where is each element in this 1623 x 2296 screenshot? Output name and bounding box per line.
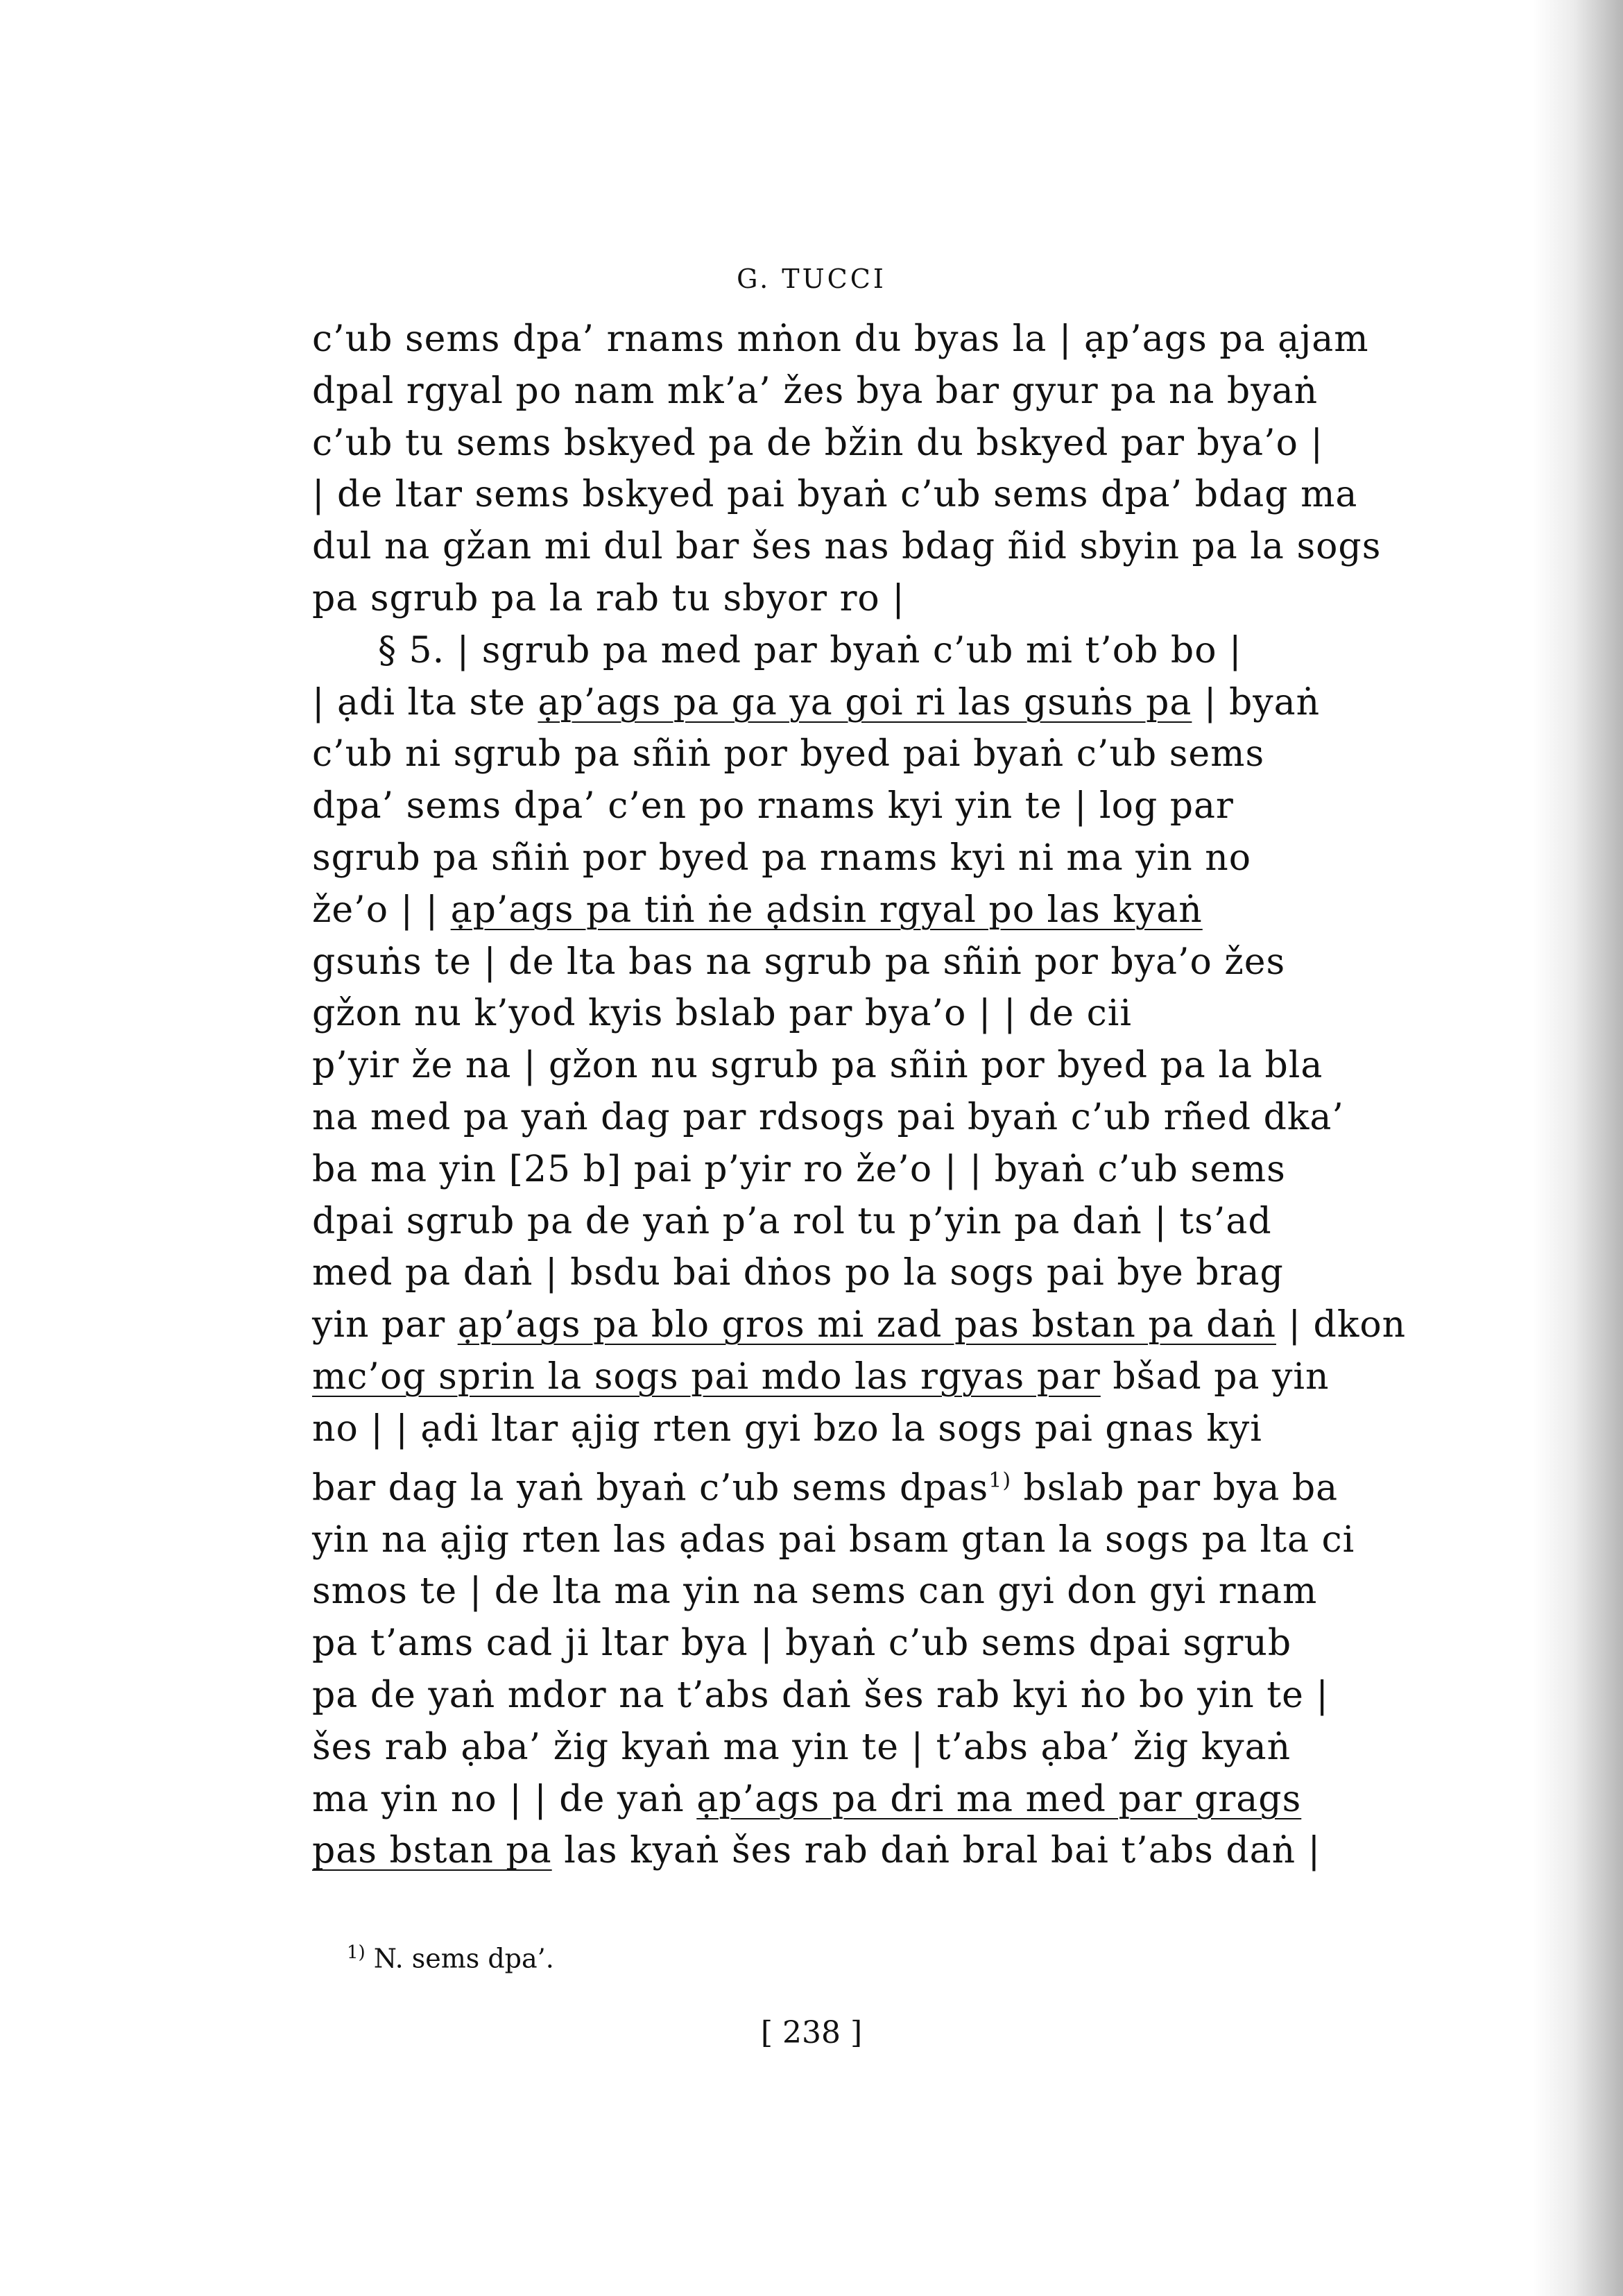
underlined-source-title: ạp’ags pa tiṅ ṅe ạdsin rgyal po las kyaṅ: [450, 889, 1203, 931]
underlined-source-title: ạp’ags pa dri ma med par grags: [696, 1778, 1302, 1820]
underlined-source-title: mc’og sprin la sogs pai mdo las rgyas par: [312, 1355, 1101, 1398]
text-line: yin na ạjig rten las ạdas pai bsam gtan la sogs pa lta ci: [312, 1518, 1355, 1561]
text-line: smos te | de lta ma yin na sems can gyi don gyi rnam: [312, 1570, 1318, 1613]
text-line: ba ma yin [25 b] pai p’yir ro že’o | | byaṅ c’ub sems: [312, 1148, 1286, 1190]
text-line: [312, 1825, 1467, 1877]
footnote-text: N. sems dpa’.: [373, 1943, 554, 1974]
text-segment: | byaṅ: [1192, 681, 1321, 723]
text-segment: bar dag la yaṅ byaṅ c’ub sems dpas: [312, 1466, 989, 1509]
text-segment: | dkon: [1276, 1304, 1407, 1346]
text-line: no | | ạdi ltar ạjig rten gyi bzo la sogs pai gnas kyi: [312, 1407, 1262, 1450]
underlined-source-title: ạp’ags pa ga ya goi ri las gsuṅs pa: [538, 681, 1192, 723]
text-line: šes rab ạba’ žig kyaṅ ma yin te | t’abs ạba’ žig kyaṅ: [312, 1726, 1291, 1768]
text-segment: yin par: [312, 1304, 458, 1346]
text-segment: bšad pa yin: [1100, 1355, 1330, 1398]
text-segment: | ạdi lta ste: [312, 681, 538, 723]
text-line: [312, 884, 1467, 936]
text-line: c’ub ni sgrub pa sñiṅ por byed pai byaṅ c’ub sems: [312, 733, 1265, 776]
text-line: [312, 1351, 1467, 1403]
underlined-source-title: ạp’ags pa blo gros mi zad pas bstan pa daṅ: [457, 1304, 1276, 1346]
text-line: gžon nu k’yod kyis bslab par bya’o | | de cii: [312, 993, 1132, 1035]
text-segment: že’o | |: [312, 889, 451, 931]
text-line: med pa daṅ | bsdu bai dṅos po la sogs pai bye brag: [312, 1252, 1284, 1294]
text-segment: bslab par bya ba: [1011, 1466, 1339, 1509]
text-line: [312, 677, 1467, 729]
text-line: gsuṅs te | de lta bas na sgrub pa sñiṅ por bya’o žes: [312, 941, 1286, 983]
section-heading-line: § 5. | sgrub pa med par byaṅ c’ub mi t’ob bo |: [378, 629, 1242, 671]
text-segment: ma yin no | | de yaṅ: [312, 1778, 697, 1820]
text-line: dpai sgrub pa de yaṅ p’a rol tu p’yin pa daṅ | ts’ad: [312, 1200, 1272, 1242]
underlined-source-title: pas bstan pa: [312, 1830, 552, 1872]
text-line: dul na gžan mi dul bar šes nas bdag ñid sbyin pa la sogs: [312, 526, 1382, 568]
text-line: | de ltar sems bskyed pai byaṅ c’ub sems dpa’ bdag ma: [312, 474, 1358, 516]
text-line: na med pa yaṅ dag par rdsogs pai byaṅ c’ub rñed dka’: [312, 1096, 1344, 1138]
footnote-marker: 1): [347, 1942, 366, 1963]
text-segment: las kyaṅ šes rab daṅ bral bai t’abs daṅ |: [551, 1830, 1321, 1872]
running-head: G. TUCCI: [737, 264, 886, 294]
text-line: [312, 1299, 1467, 1351]
body-text: [312, 314, 1467, 1877]
text-line: p’yir že na | gžon nu sgrub pa sñiṅ por byed pa la bla: [312, 1045, 1323, 1087]
text-line: sgrub pa sñiṅ por byed pa rnams kyi ni ma yin no: [312, 837, 1252, 879]
text-line: [312, 1455, 1467, 1514]
text-line: pa de yaṅ mdor na t’abs daṅ šes rab kyi ṅo bo yin te |: [312, 1674, 1329, 1717]
text-line: [312, 1774, 1467, 1826]
scanned-page-edge-shadow: [1533, 0, 1623, 2296]
text-line: pa t’ams cad ji ltar bya | byaṅ c’ub sems dpai sgrub: [312, 1622, 1292, 1665]
text-line: dpal rgyal po nam mk’a’ žes bya bar gyur pa na byaṅ: [312, 370, 1319, 412]
text-line: pa sgrub pa la rab tu sbyor ro |: [312, 577, 905, 619]
text-line: dpa’ sems dpa’ c’en po rnams kyi yin te | log par: [312, 785, 1234, 828]
text-line: c’ub sems dpa’ rnams mṅon du byas la | ạp’ags pa ạjam: [312, 318, 1369, 360]
page-number: [ 238 ]: [760, 2015, 863, 2050]
footnote: [347, 1942, 554, 1974]
footnote-reference: 1): [988, 1468, 1012, 1493]
text-line: c’ub tu sems bskyed pa de bžin du bskyed par bya’o |: [312, 422, 1324, 464]
